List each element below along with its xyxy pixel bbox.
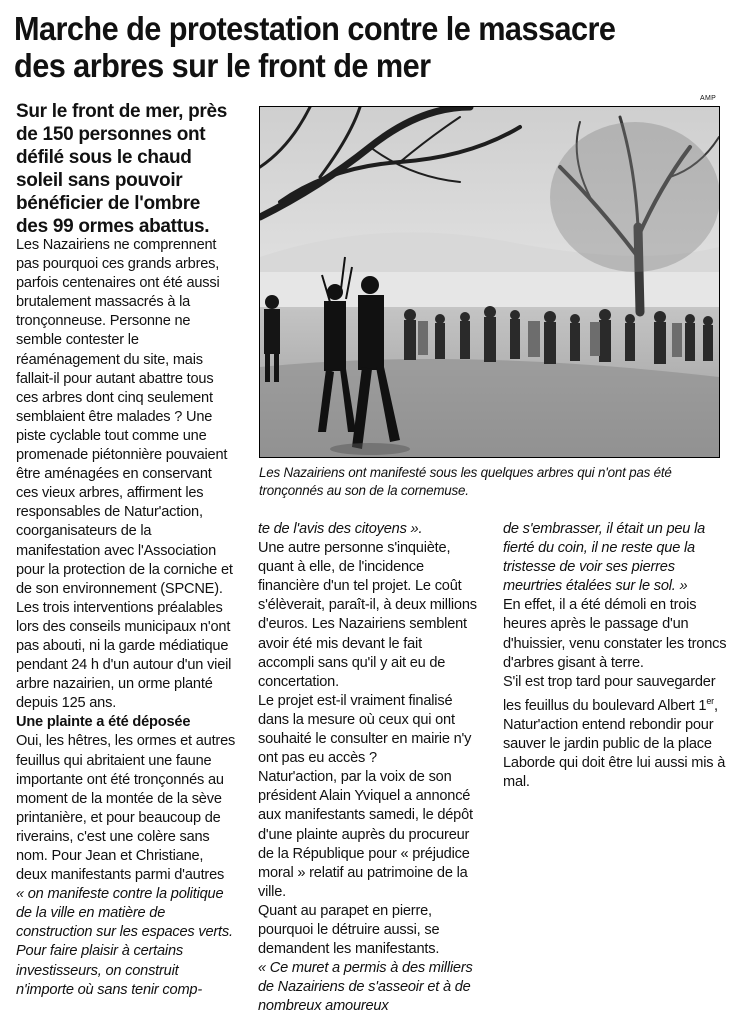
paragraph: Quant au parapet en pierre, pourquoi le détruire aussi, se demandent les manifestants. bbox=[258, 902, 440, 958]
paragraph: Les Nazairiens ne comprennent pas pourquoi ces grands arbres, parfois centenaires ont été aussi brutalement massacrés à la tronçonneuse. Personne ne semble contester le réaménagement du site, mais fallait-il pour autant abattre tous ces arbres dont cinq seulement semblaient être malades ? Une piste cyclable tout comme une promenade piétonnière pouvaient être aménagées en conservant ces vieux arbres, affirment les responsables de Natur'action, coorganisateurs de la manifestation avec l'Association pour la protection de la corniche et de son environnement (SPCNE). bbox=[16, 237, 233, 597]
photo-caption: Les Nazairiens ont manifesté sous les quelques arbres qui n'ont pas été tronçonnés au son de la cornemuse. bbox=[259, 465, 672, 498]
paragraph: En effet, il a été démoli en trois heures après le passage d'un d'huissier, venu constater les troncs d'arbres gisant à terre. bbox=[503, 597, 727, 671]
paragraph: Natur'action, par la voix de son président Alain Yviquel a annoncé aux manifestants samedi, le dépôt d'une plainte auprès du procureur de la République pour « préjudice moral » relatif au patrimoine de la ville. bbox=[258, 769, 473, 900]
subheading: Une plainte a été déposée bbox=[16, 714, 191, 731]
protest-photo bbox=[259, 106, 720, 458]
photo-credit: AMP bbox=[700, 95, 717, 102]
headline bbox=[14, 10, 679, 84]
quote: « Ce muret a permis à des milliers de Nazairiens de s'asseoir et à de nombreux amoureux bbox=[258, 960, 473, 1015]
headline-line-1: Marche de protestation contre le massacre bbox=[14, 10, 616, 47]
paragraph bbox=[503, 673, 727, 792]
quote-continued: te de l'avis des citoyens ». bbox=[258, 521, 423, 537]
paragraph: Une autre personne s'inquiète, quant à elle, de l'incidence financière d'un tel projet. Le coût s'élèverait, paraît-il, à deux millions d'euros. Les Nazairiens semblent avoir été mis devant le fait accompli sans qu'il y ait eu de concertation. bbox=[258, 540, 477, 690]
paragraph-part: , Natur'action entend rebondir pour sauver le jardin public de la place Laborde qui doit être lui aussi mis à mal. bbox=[503, 697, 726, 791]
article-column-2 bbox=[258, 520, 480, 1016]
article-column-3 bbox=[503, 520, 727, 792]
lede: Sur le front de mer, près de 150 personnes ont défilé sous le chaud soleil sans pouvoir bénéficier de l'ombre des 99 ormes abattus. bbox=[16, 101, 228, 237]
headline-line-2: des arbres sur le front de mer bbox=[14, 47, 431, 84]
paragraph: Oui, les hêtres, les ormes et autres feuillus qui abritaient une faune importante ont été tronçonnés au moment de la montée de la sève printanière, et pour beaucoup de riverains, c'est une colère sans nom. Pour Jean et Christiane, deux manifestants parmi d'autres bbox=[16, 733, 236, 884]
ordinal-suffix: er bbox=[706, 695, 714, 706]
paragraph-part: S'il est trop tard pour sauvegarder les feuillus du boulevard Albert 1 bbox=[503, 673, 716, 714]
article-column-1 bbox=[16, 236, 237, 1000]
quote: « on manifeste contre la politique de la ville en matière de construction sur les espaces verts. Pour faire plaisir à certains investisseurs, on construit n'importe où sans tenir comp- bbox=[16, 886, 233, 998]
paragraph: Le projet est-il vraiment finalisé dans la mesure où ceux qui ont souhaité le consulter en mairie n'y ont pas eu accès ? bbox=[258, 692, 472, 767]
quote-continued: de s'embrasser, il était un peu la fierté du coin, il ne reste que la tristesse de voir ses pierres meurtries étalées sur le sol. » bbox=[503, 521, 706, 595]
paragraph: Les trois interventions préalables lors des conseils municipaux n'ont pas abouti, ni la garde médiatique pendant 24 h d'un autour d'un vieil arbre nazairien, un orme planté depuis 125 ans. bbox=[16, 599, 232, 712]
